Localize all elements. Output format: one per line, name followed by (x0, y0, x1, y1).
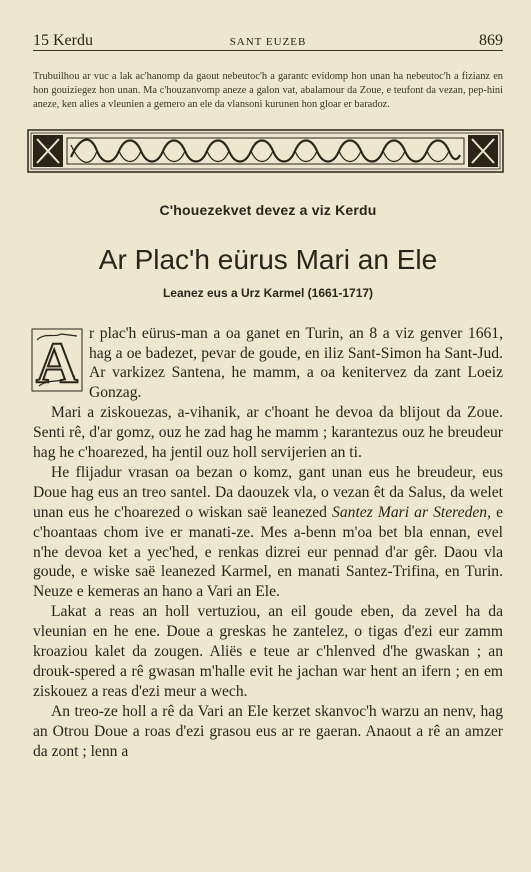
body-paragraph: Lakat a reas an holl vertuziou, an eil goude eben, da zevel ha da vleunian en he ene. Doue a greskas he zantelez, o tigas d'ezi eur zamm kroaziou kalet da zougen. Aliës e teue ar c'hlenved d'he gwaskan ; an drouk-spered a rê gwasan m'halle evit he jachan war hent an ifern ; en em ziskouez a reas d'ezi meur a wech. (33, 603, 503, 700)
body-paragraph: A r plac'h eürus-man a oa ganet en Turin, an 8 a viz genver 1661, hag a oe badezet, pevar de goude, en iliz Sant-Simon ha Sant-Jud. Ar varkizez Santena, he mamm, a oa kenitervez da zant Loeiz Gonzag. (33, 324, 503, 404)
article-byline: Leanez eus a Urz Karmel (1661-1717) (162, 285, 374, 300)
article-title: Ar Plac'h eürus Mari an Ele (98, 243, 438, 275)
day-subtitle: C'houezekvet devez a viz Kerdu (159, 201, 377, 218)
article-body (33, 324, 503, 762)
italic-order-name: Santez Mari ar Stereden (332, 503, 488, 521)
dropcap-letter: A (36, 329, 78, 392)
header-date: 15 Kerdu (33, 32, 93, 49)
dropcap-letter-icon (31, 328, 83, 392)
decorative-ornament-band (33, 113, 503, 178)
intro-paragraph: Trubuilhou ar vuc a lak ac'hanomp da gaout nebeutoc'h a garantc evidomp hon unan ha nebeutoc'h a fizianz en hon gouiziegez hon unan. Ma c'houzanvomp aneze a galon vat, abalamour da Zoue, e teufont da vezan, pep-hini aneze, ken alies a vleunien a gemero an ele da vlansoni kurunen hon gloar er baradoz. (33, 71, 503, 111)
header-saint: SANT EUZEB (229, 36, 307, 48)
body-paragraph: He flijadur vrasan oa bezan o komz, gant unan eus he breudeur, eus Doue hag eus an treo santel. Da daouzek vla, o vezan êt da Salus, da welet unan eus he c'hoarezed o wiskan saë leanezed Santez Mari ar Stereden, e c'hoantaas chom ive er manati-ze. Mes a-benn m'oa bet bla ennan, evel n'he devoa ket a yec'hed, e renkas dizrei eur pennad d'ar gêr. Daou vla goude, e wiske saë leanezed Karmel, en manati Santez-Trifina, en Turin. Neuze e kemeras an hano a Vari an Ele. (33, 463, 504, 601)
page-number: 869 (479, 32, 503, 49)
body-paragraph: Mari a ziskouezas, a-vihanik, ar c'hoant he devoa da blijout da Zoue. Senti rê, d'ar gomz, ouz he zad hag he mamm ; karantezus ouz he breudeur hag he c'hoarezed, ha jentil ouz holl servijerien an ti. (33, 404, 503, 462)
body-paragraph: An treo-ze holl a rê da Vari an Ele kerzet skanvoc'h warzu an nenv, hag an Otrou Doue a roas d'ezi grasou eus ar re gaeran. Anaout a rê an amzer da zont ; lenn a (33, 702, 503, 760)
running-header (33, 0, 503, 51)
ornament-icon (27, 129, 504, 173)
